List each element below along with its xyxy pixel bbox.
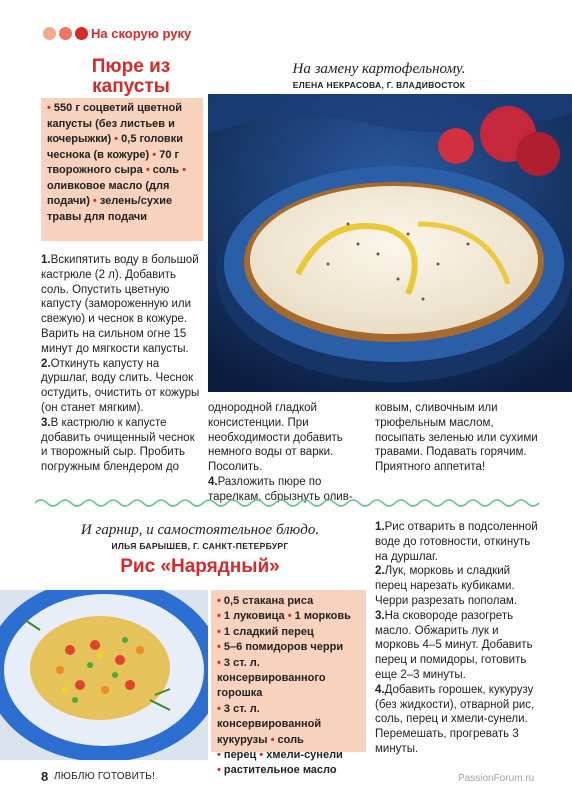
recipe1-ingredients: • 550 г соцветий цветной капусты (без листьев и кочерыжки) • 0,5 головки чеснока (в кожуре) • 70 г творожного сыра • соль • оливковое масло (для подачи) • зелень/сухие травы для подачи [41,98,203,241]
recipe1-title: Пюре из капусты [91,56,171,97]
step: 3.На сковороде разогреть масло. Обжарить лук и морковь 4–5 минут. Добавить перец и помидоры, готовить еще 2–3 минуты. [375,609,533,681]
watermark: PassionForum.ru [458,773,535,784]
ingredient-item: зелень/сухие травы для подачи [47,195,173,223]
recipe1-author: ЕЛЕНА НЕКРАСОВА, Г. ВЛАДИВОСТОК [292,80,466,90]
step: 1.Вскипятить воду в большой кастрюле (2 л). Добавить соль. Опустить цветную капусту (замороженную или свежую) и чеснок в кожуре. Варить на сильном огне 15 минут до мягкости капусты. [41,254,199,355]
recipe2-steps [375,520,540,757]
ingredient-item: растительное масло [223,764,337,777]
step: 4.Разложить пюре по тарелкам, сбрызнуть олив- [208,475,353,503]
ingredient-item: соль [277,733,304,746]
step: 3.В кастрюлю к капусте добавить очищенный чеснок и творожный сыр. Пробить погружным блендером до [41,416,195,474]
dot-3 [75,27,88,40]
page-number: 8 [41,769,49,784]
ingredient-item: 550 г соцветий цветной капусты (без листьев и кочерыжки) [47,102,182,145]
recipe2-author: ИЛЬЯ БАРЫШЕВ, Г. САНКТ-ПЕТЕРБУРГ [111,541,289,551]
recipe2-title: Рис «Нарядный» [120,556,280,577]
ingredient-item: 70 г творожного сыра [47,148,180,176]
step: 4.Добавить горошек, кукурузу (без жидкости), отварной рис, соль, перец и хмели-сунели. Перемешать, прогревать 3 минуты. [375,683,535,755]
recipe1-subtitle: На замену картофельному. [292,61,466,77]
magazine-name: ЛЮБЛЮ ГОТОВИТЬ! [54,771,156,782]
ingredient-item: 1 луковица [223,610,285,623]
section-dots [43,27,88,40]
ingredient-item: 5–6 помидоров черри [223,641,344,654]
rice-photo [0,590,208,760]
recipe2-subtitle: И гарнир, и самостоятельное блюдо. [80,522,320,538]
ingredient-item: 1 морковь [294,610,351,623]
recipe1-steps-col2: однородной гладкой консистенции. При необходимости добавить немного воды от варки. Посолить. 4.Разложить пюре по тарелкам, сбрызнуть олив- [208,401,368,505]
ingredient-item: 0,5 головки чеснока (в кожуре) [47,133,183,161]
ingredient-item: соль [152,164,180,176]
rice-plate-image [0,590,208,760]
recipe2-ingredients: • 0,5 стакана риса • 1 луковица • 1 морковь • 1 сладкий перец • 5–6 помидоров черри • 3 ст. л. консервированного горошка • 3 ст. л. консервированной кукурузы • соль • перец • хмели-сунели • растительное масло [211,590,366,752]
dot-2 [59,27,72,40]
ingredient-item: 0,5 стакана риса [223,595,314,607]
ingredient-item: 1 сладкий перец [223,625,314,638]
ingredient-item: хмели-сунели [266,749,343,762]
ingredient-item: 3 ст. л. консервированного горошка [217,656,326,700]
puree-photo [208,94,572,392]
step: 2.Лук, морковь и сладкий перец нарезать кубиками. Черри разрезать пополам. [375,565,518,607]
step: 1.Рис отварить в подсоленной воде до готовности, откинуть на дуршлаг. [375,521,538,563]
ingredient-item: перец [223,749,257,762]
dot-1 [43,27,56,40]
section-label: На скорую руку [91,26,192,41]
puree-bowl-image [208,94,572,392]
recipe1-steps-col3: ковым, сливочным или трюфельным маслом, посыпать зеленью или сухими травами. Подавать горячим. Приятного аппетита! [375,402,538,474]
recipe1-steps-col1 [41,253,203,475]
ingredient-item: оливковое масло (для подачи) [47,179,170,207]
ingredient-item: 3 ст. л. консервированной кукурузы [217,702,322,746]
step: 2.Откинуть капусту на дуршлаг, воду слить. Чеснок остудить, очистить от кожуры (он станет мягким). [41,357,200,414]
wave-divider [35,497,545,509]
